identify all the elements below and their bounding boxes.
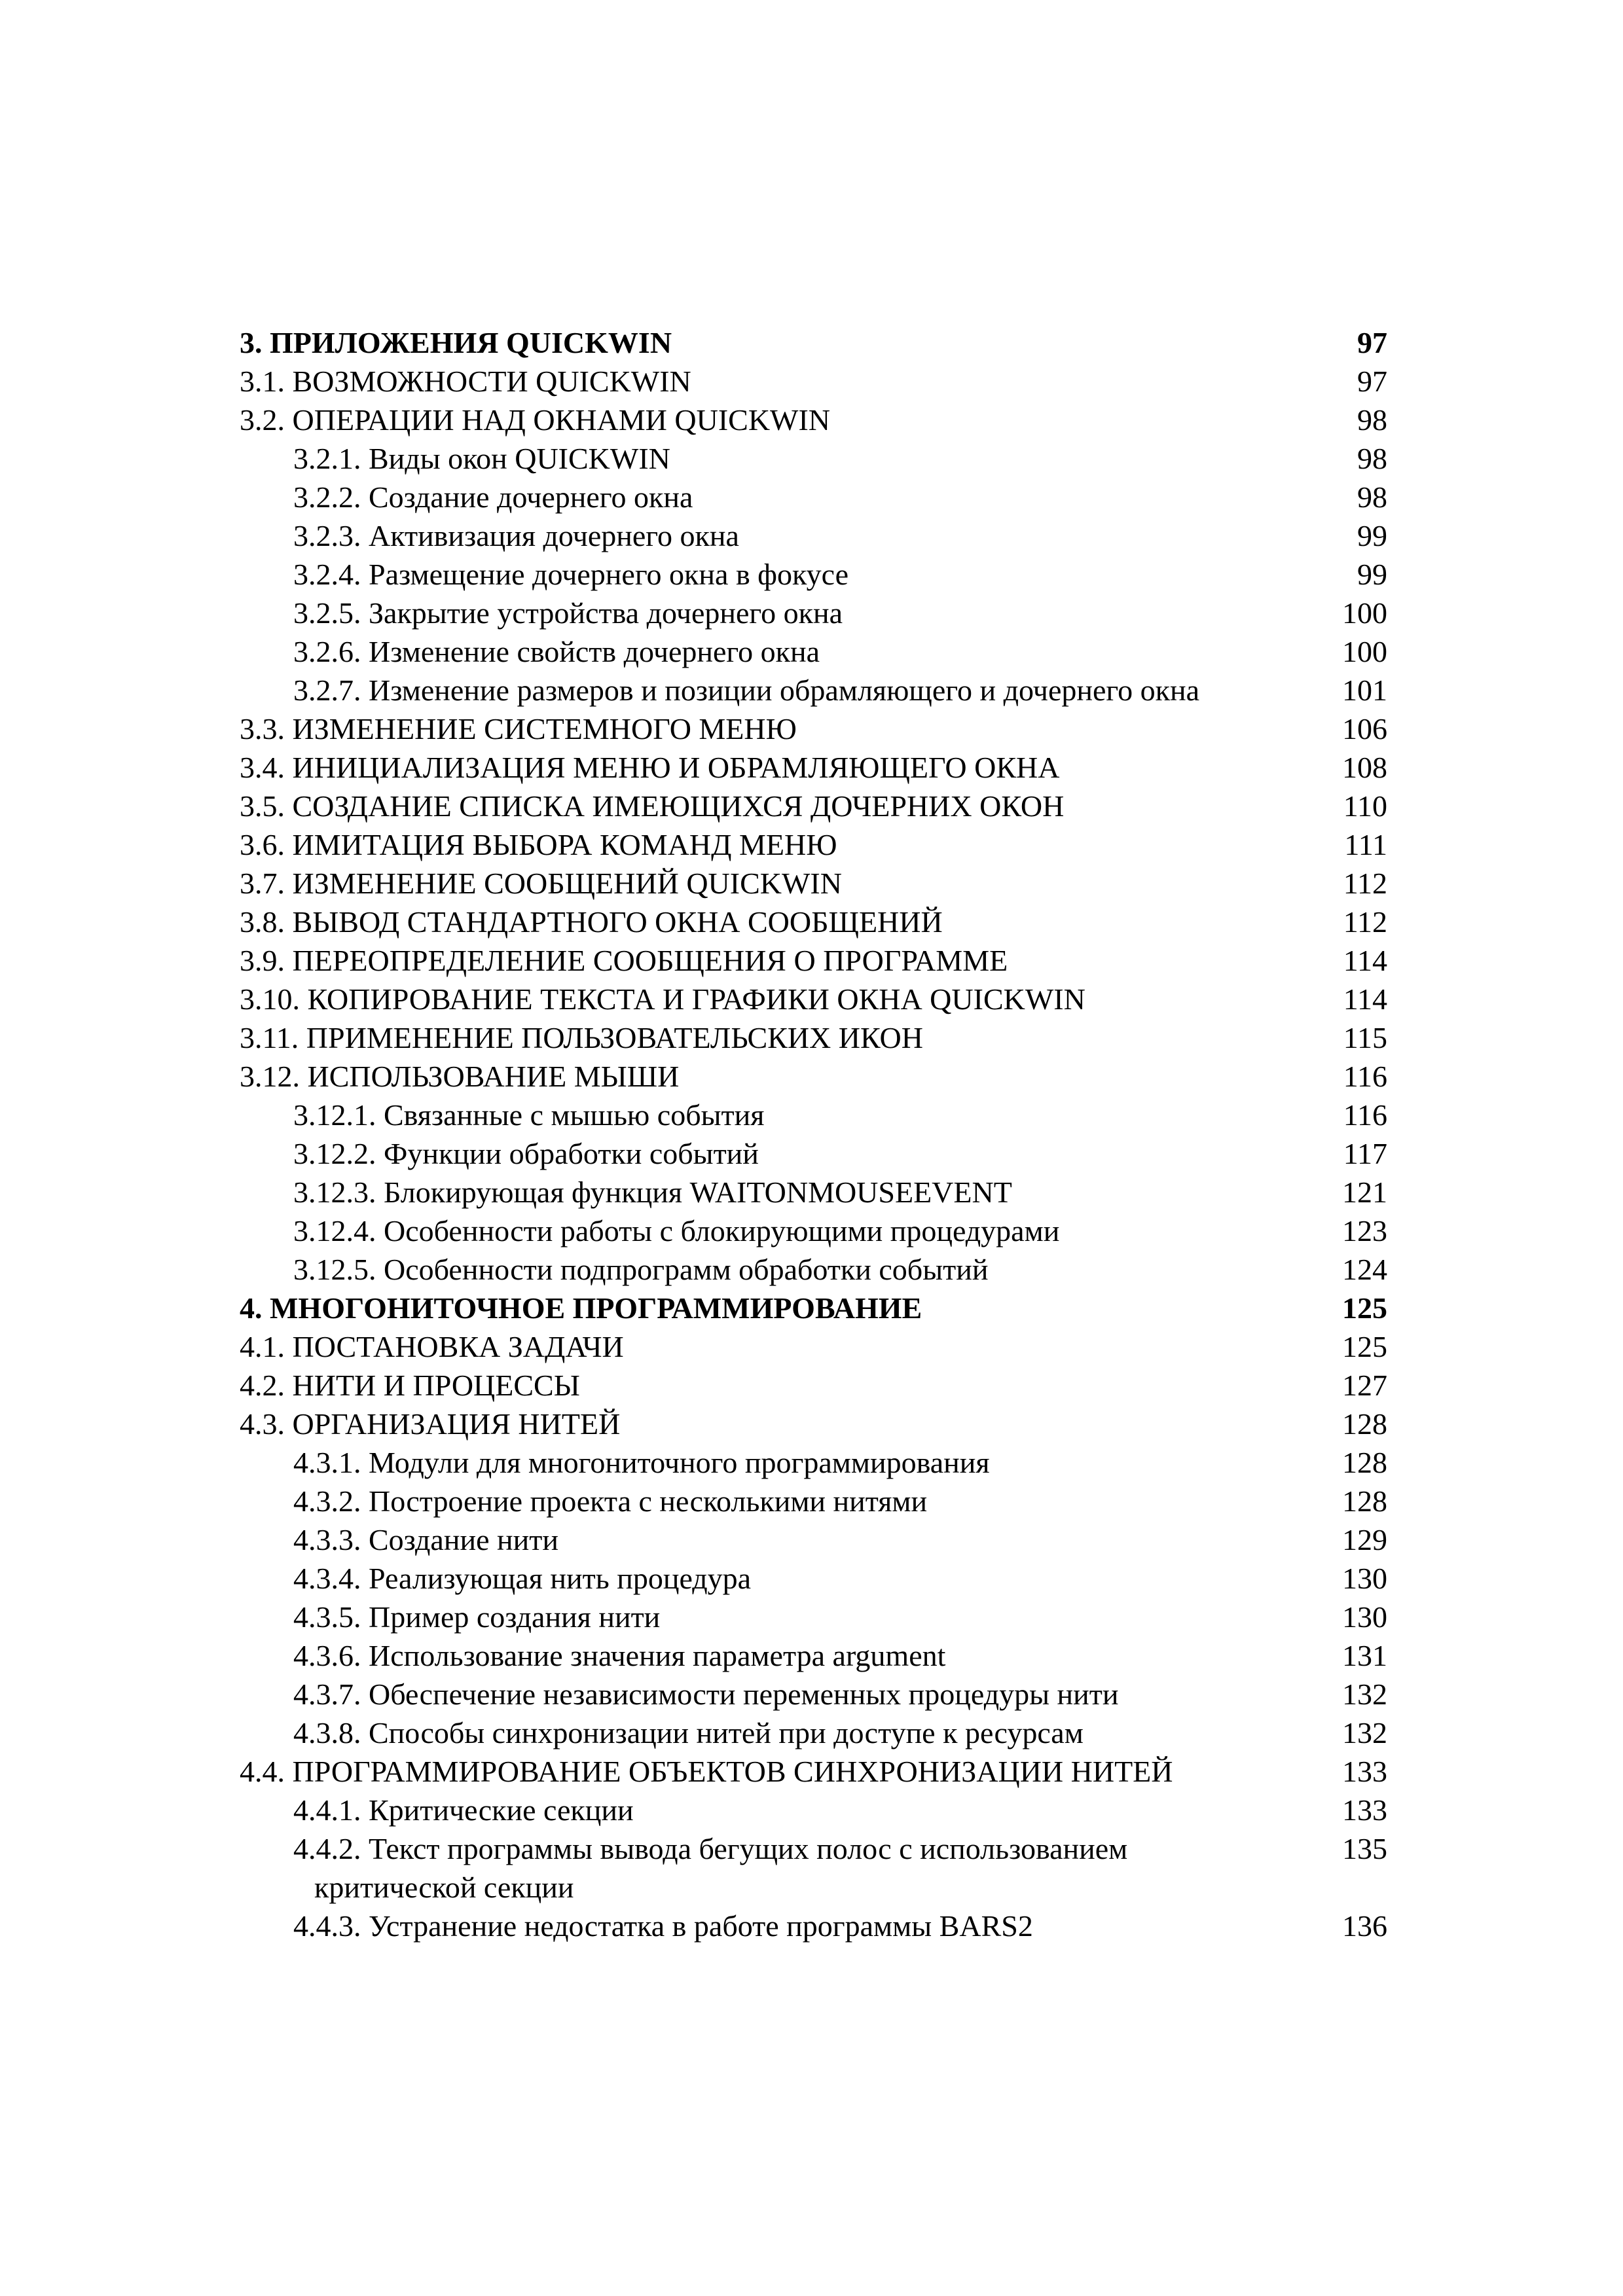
toc-entry-title: 3.2.2. Создание дочернего окна [293, 480, 693, 514]
toc-entry-page: 114 [1343, 982, 1387, 1016]
toc-entry-title: 3.2.4. Размещение дочернего окна в фокусе [293, 558, 849, 591]
toc-entry-page: 121 [1342, 1175, 1387, 1209]
toc-entry-page: 133 [1342, 1755, 1387, 1788]
toc-entry-page: 97 [1357, 326, 1387, 359]
toc-entry-title: 3.2.6. Изменение свойств дочернего окна [293, 635, 820, 668]
toc-entry-page: 99 [1357, 558, 1387, 591]
toc-entry-title: 4.1. ПОСТАНОВКА ЗАДАЧИ [240, 1330, 624, 1363]
toc-entry-3-2-5[interactable] [0, 594, 1623, 632]
toc-entry-4-4-1[interactable] [0, 1791, 1623, 1829]
toc-entry-3-2-1[interactable] [0, 439, 1623, 478]
toc-entry-title: 3.9. ПЕРЕОПРЕДЕЛЕНИЕ СООБЩЕНИЯ О ПРОГРАММЕ [240, 944, 1008, 977]
toc-entry-3-11[interactable] [0, 1018, 1623, 1057]
toc-entry-page: 112 [1343, 867, 1387, 900]
toc-entry-page: 101 [1342, 673, 1387, 707]
toc-entry-title: 3.2.5. Закрытие устройства дочернего окна [293, 596, 843, 630]
toc-entry-title: 4.3.1. Модули для многониточного программирования [293, 1446, 990, 1479]
toc-entry-3-2[interactable] [0, 401, 1623, 439]
toc-entry-page: 116 [1343, 1060, 1387, 1093]
toc-entry-title: 4.4. ПРОГРАММИРОВАНИЕ ОБЪЕКТОВ СИНХРОНИЗАЦИИ НИТЕЙ [240, 1755, 1173, 1788]
toc-entry-title: 3.12.3. Блокирующая функция WAITONMOUSEEVENT [293, 1175, 1012, 1209]
toc-entry-3-9[interactable] [0, 941, 1623, 980]
toc-entry-title: 3.12.1. Связанные с мышью события [293, 1098, 765, 1132]
toc-entry-page: 100 [1342, 635, 1387, 668]
toc-entry-title: 3.12.2. Функции обработки событий [293, 1137, 759, 1170]
toc-entry-page: 125 [1342, 1330, 1387, 1363]
toc-entry-page: 98 [1357, 480, 1387, 514]
toc-entry-page: 133 [1342, 1793, 1387, 1827]
toc-entry-title: 4.3.5. Пример создания нити [293, 1600, 661, 1634]
toc-entry-4-3-6[interactable] [0, 1636, 1623, 1675]
toc-entry-3-2-2[interactable] [0, 478, 1623, 516]
toc-entry-title: 4.3.7. Обеспечение независимости переменных процедуры нити [293, 1677, 1119, 1711]
toc-entry-title: 4.3.8. Способы синхронизации нитей при доступе к ресурсам [293, 1716, 1084, 1749]
toc-entry-3-2-7[interactable] [0, 671, 1623, 709]
toc-entry-4-3-2[interactable] [0, 1482, 1623, 1520]
toc-entry-3-12-5[interactable] [0, 1250, 1623, 1289]
toc-entry-title: 3.4. ИНИЦИАЛИЗАЦИЯ МЕНЮ И ОБРАМЛЯЮЩЕГО ОКНА [240, 751, 1060, 784]
toc-entry-title: 3.2.1. Виды окон QUICKWIN [293, 442, 670, 475]
toc-entry-title: 4.4.3. Устранение недостатка в работе программы BARS2 [293, 1909, 1033, 1943]
toc-entry-4-3-4[interactable] [0, 1559, 1623, 1598]
toc-entry-3-12[interactable] [0, 1057, 1623, 1096]
toc-entry-4-3-8[interactable] [0, 1713, 1623, 1752]
toc-entry-title: 4.3.6. Использование значения параметра argument [293, 1639, 946, 1672]
toc-entry-title: 3.12. ИСПОЛЬЗОВАНИЕ МЫШИ [240, 1060, 680, 1093]
toc-entry-page: 111 [1344, 828, 1387, 861]
toc-entry-page: 106 [1342, 712, 1387, 745]
toc-entry-4-4[interactable] [0, 1752, 1623, 1791]
toc-entry-4-1[interactable] [0, 1327, 1623, 1366]
toc-entry-title: 3.1. ВОЗМОЖНОСТИ QUICKWIN [240, 365, 691, 398]
toc-entry-page: 136 [1342, 1909, 1387, 1943]
toc-entry-page: 135 [1342, 1832, 1387, 1865]
toc-entry-title: 3. ПРИЛОЖЕНИЯ QUICKWIN [240, 326, 672, 359]
toc-entry-page: 130 [1342, 1600, 1387, 1634]
toc-entry-3-7[interactable] [0, 864, 1623, 903]
toc-entry-title: 4.3.3. Создание нити [293, 1523, 558, 1556]
toc-entry-3-3[interactable] [0, 709, 1623, 748]
toc-entry-4[interactable] [0, 1289, 1623, 1327]
toc-entry-title-line2: критической секции [314, 1871, 574, 1904]
toc-entry-page: 128 [1342, 1446, 1387, 1479]
toc-entry-3-5[interactable] [0, 787, 1623, 825]
toc-entry-3-12-4[interactable] [0, 1211, 1623, 1250]
toc-entry-3-1[interactable] [0, 362, 1623, 401]
toc-entry-3-12-2[interactable] [0, 1134, 1623, 1173]
toc-entry-title-line1: 4.4.2. Текст программы вывода бегущих полос с использованием [293, 1832, 1128, 1865]
toc-entry-title: 3.10. КОПИРОВАНИЕ ТЕКСТА И ГРАФИКИ ОКНА QUICKWIN [240, 982, 1085, 1016]
toc-entry-3-12-3[interactable] [0, 1173, 1623, 1211]
toc-entry-4-4-2[interactable] [0, 1829, 1623, 1907]
toc-entry-4-2[interactable] [0, 1366, 1623, 1405]
toc-entry-title: 4.2. НИТИ И ПРОЦЕССЫ [240, 1369, 580, 1402]
toc-entry-page: 112 [1343, 905, 1387, 939]
toc-entry-3-6[interactable] [0, 825, 1623, 864]
toc-entry-3-12-1[interactable] [0, 1096, 1623, 1134]
toc-entry-4-3-7[interactable] [0, 1675, 1623, 1713]
toc-entry-3-8[interactable] [0, 903, 1623, 941]
toc-entry-page: 100 [1342, 596, 1387, 630]
toc-entry-page: 115 [1343, 1021, 1387, 1054]
toc-entry-page: 132 [1342, 1716, 1387, 1749]
toc-entry-title: 4.3. ОРГАНИЗАЦИЯ НИТЕЙ [240, 1407, 621, 1441]
toc-entry-3-2-6[interactable] [0, 632, 1623, 671]
toc-entry-title: 3.6. ИМИТАЦИЯ ВЫБОРА КОМАНД МЕНЮ [240, 828, 837, 861]
toc-entry-title: 4.4.1. Критические секции [293, 1793, 634, 1827]
toc-entry-page: 99 [1357, 519, 1387, 552]
toc-entry-title: 3.11. ПРИМЕНЕНИЕ ПОЛЬЗОВАТЕЛЬСКИХ ИКОН [240, 1021, 923, 1054]
toc-entry-title: 3.2.3. Активизация дочернего окна [293, 519, 739, 552]
toc-entry-4-3-1[interactable] [0, 1443, 1623, 1482]
toc-entry-page: 129 [1342, 1523, 1387, 1556]
toc-entry-page: 130 [1342, 1562, 1387, 1595]
toc-entry-page: 98 [1357, 442, 1387, 475]
toc-entry-title: 4.3.4. Реализующая нить процедура [293, 1562, 752, 1595]
toc-entry-page: 114 [1343, 944, 1387, 977]
toc-entry-3-2-3[interactable] [0, 516, 1623, 555]
toc-entry-page: 128 [1342, 1407, 1387, 1441]
toc-entry-title: 3.2. ОПЕРАЦИИ НАД ОКНАМИ QUICKWIN [240, 403, 831, 437]
toc-entry-title: 3.5. СОЗДАНИЕ СПИСКА ИМЕЮЩИХСЯ ДОЧЕРНИХ ОКОН [240, 789, 1065, 823]
toc-entry-3-10[interactable] [0, 980, 1623, 1018]
toc-entry-title: 3.2.7. Изменение размеров и позиции обрамляющего и дочернего окна [293, 673, 1199, 707]
toc-entry-title: 3.3. ИЗМЕНЕНИЕ СИСТЕМНОГО МЕНЮ [240, 712, 797, 745]
toc-entry-page: 110 [1343, 789, 1387, 823]
toc-entry-page: 97 [1357, 365, 1387, 398]
toc-entry-page: 128 [1342, 1484, 1387, 1518]
toc-entry-page: 124 [1342, 1253, 1387, 1286]
toc-entry-page: 125 [1342, 1291, 1387, 1325]
toc-entry-4-3-5[interactable] [0, 1598, 1623, 1636]
toc-entry-3-4[interactable] [0, 748, 1623, 787]
toc-entry-4-3-3[interactable] [0, 1520, 1623, 1559]
toc-entry-title [293, 1829, 1127, 1907]
toc-entry-page: 98 [1357, 403, 1387, 437]
toc-entry-page: 132 [1342, 1677, 1387, 1711]
toc-entry-title: 3.12.5. Особенности подпрограмм обработки событий [293, 1253, 989, 1286]
toc-entry-4-4-3[interactable] [0, 1907, 1623, 1945]
toc-entry-title: 4. МНОГОНИТОЧНОЕ ПРОГРАММИРОВАНИЕ [240, 1291, 922, 1325]
toc-entry-page: 123 [1342, 1214, 1387, 1247]
toc-entry-4-3[interactable] [0, 1405, 1623, 1443]
toc-entry-page: 127 [1342, 1369, 1387, 1402]
toc-entry-title: 3.7. ИЗМЕНЕНИЕ СООБЩЕНИЙ QUICKWIN [240, 867, 842, 900]
toc-entry-title: 4.3.2. Построение проекта с несколькими нитями [293, 1484, 928, 1518]
toc-entry-page: 131 [1342, 1639, 1387, 1672]
toc-entry-title: 3.8. ВЫВОД СТАНДАРТНОГО ОКНА СООБЩЕНИЙ [240, 905, 943, 939]
toc-entry-title: 3.12.4. Особенности работы с блокирующими процедурами [293, 1214, 1060, 1247]
toc-entry-page: 117 [1343, 1137, 1387, 1170]
toc-entry-3-2-4[interactable] [0, 555, 1623, 594]
toc-entry-3[interactable] [0, 323, 1623, 362]
toc-entry-page: 116 [1343, 1098, 1387, 1132]
toc-entry-page: 108 [1342, 751, 1387, 784]
